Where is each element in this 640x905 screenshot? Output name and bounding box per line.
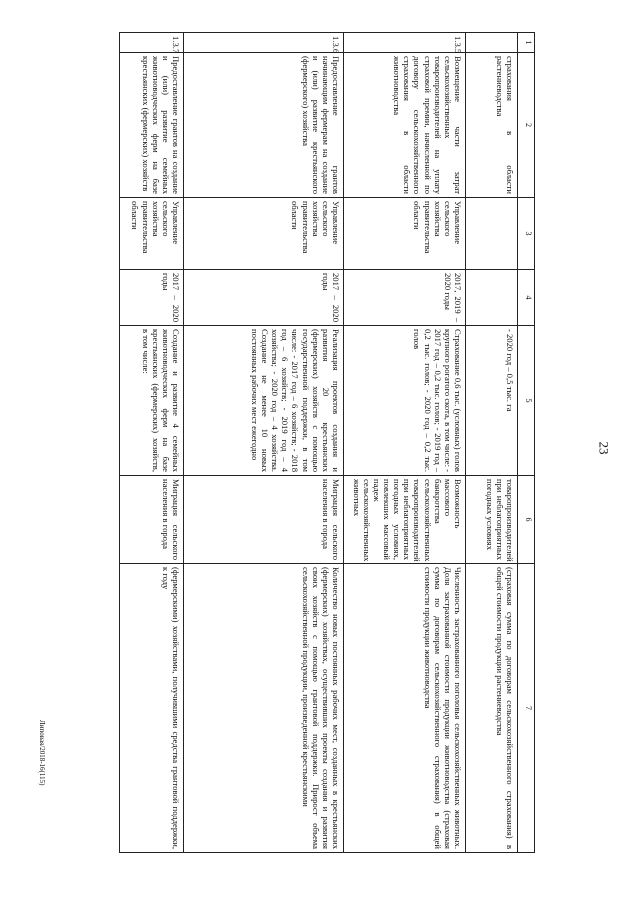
period-cell: 2017 – 2020 годы xyxy=(120,270,184,326)
column-header: 2 xyxy=(518,53,535,198)
indicators-cell: Страхование 0,6 тыс. (условных) голов крупного рогатого скота, в том числе: - 2017 год – 0,2 тыс. голов; - 2019 год – 0,2 тыс. голов; - 2020 год – 0,2 тыс. голов xyxy=(344,326,466,476)
activity-cell: Предоставление грантов на создание и (или) развитие семейных животноводческих ферм на базе крестьянских (фермерских) хозяйств xyxy=(120,53,184,198)
period-cell: 2017 – 2020 годы xyxy=(184,270,344,326)
risks-cell: Миграция сельского населения в города xyxy=(184,476,344,564)
column-header: 6 xyxy=(518,476,535,564)
column-header: 4 xyxy=(518,270,535,326)
table-row xyxy=(184,33,344,853)
landscape-table-area xyxy=(65,32,535,852)
responsible-cell: Управление сельского хозяйства правительства области xyxy=(344,198,466,270)
activity-cell: страхования в области растениеводства xyxy=(466,53,518,198)
activity-cell: Возмещение части затрат сельскохозяйственных товаропроизводителей на уплату страховой премии, начисленной по договору сельскохозяйственного страхования в области животноводства xyxy=(344,53,466,198)
evaluation-cell: Количество новых постоянных рабочих мест, созданных в крестьянских (фермерских) хозяйствах, осуществивших проекты создания и развития своих хозяйств с помощью грантовой поддержки. Прирост объема сельскохозяйственной продукции, произведенной крестьянскими xyxy=(184,564,344,853)
indicators-cell: Реализация проектов создания и развития 20 крестьянских (фермерских) хозяйств с помощью государственной поддержки, в том числе: - 2017 год – 6 хозяйств; - 2018 год – 6 хозяйств; - 2019 год – 4 хозяйства; - 2020 год – 4 хозяйства. Создание не менее 10 новых постоянных рабочих мест ежегодно xyxy=(184,326,344,476)
column-header: 1 xyxy=(518,33,535,53)
column-header: 3 xyxy=(518,198,535,270)
column-header: 5 xyxy=(518,326,535,476)
evaluation-cell: Численность застрахованного поголовья сельскохозяйственных животных. Доля застрахованной стоимости продукции животноводства (страховая сумма по договорам сельскохозяйственного страхования) в общей стоимости продукции животноводства xyxy=(344,564,466,853)
indicators-cell: Создание и развитие 4 семейных животноводческих ферм на базе крестьянских (фермерских) хозяйств, в том числе: xyxy=(120,326,184,476)
evaluation-cell: (страховая сумма по договорам сельскохозяйственного страхования) в общей стоимости продукции растениеводства xyxy=(466,564,518,853)
page-number: 23 xyxy=(596,441,612,455)
row-number xyxy=(466,33,518,53)
evaluation-cell: (фермерскими) хозяйствами, получившими средства грантовой поддержки, к году xyxy=(120,564,184,853)
rotated-page-content xyxy=(65,32,535,852)
table-row xyxy=(466,33,518,853)
indicators-cell: - 2020 год – 0,5 тыс. га xyxy=(466,326,518,476)
period-cell: 2017, 2019 – 2020 годы xyxy=(344,270,466,326)
responsible-cell: Управление сельского хозяйства правительства области xyxy=(184,198,344,270)
row-number: 1.3.6 xyxy=(184,33,344,53)
row-number: 1.3.5 xyxy=(344,33,466,53)
table-row xyxy=(344,33,466,853)
risks-cell: Возможность массового банкротства сельскохозяйственных товаропроизводителей при неблагоприятных погодных условиях, повлекших массовый падеж сельскохозяйственных животных xyxy=(344,476,466,564)
risks-cell: Миграция сельского населения в города xyxy=(120,476,184,564)
table-header-row xyxy=(518,33,535,853)
period-cell xyxy=(466,270,518,326)
program-measures-table xyxy=(119,32,535,853)
table-row xyxy=(120,33,184,853)
row-number: 1.3.7 xyxy=(120,33,184,53)
activity-cell: Предоставление грантов начинающим фермерам на создание и (или) развитие крестьянского (фермерского) хозяйства xyxy=(184,53,344,198)
column-header: 7 xyxy=(518,564,535,853)
risks-cell: товаропроизводителей при неблагоприятных погодных условиях xyxy=(466,476,518,564)
document-footer-code: Липовая/2018-16(115) xyxy=(38,720,46,786)
responsible-cell xyxy=(466,198,518,270)
responsible-cell: Управление сельского хозяйства правительства области xyxy=(120,198,184,270)
